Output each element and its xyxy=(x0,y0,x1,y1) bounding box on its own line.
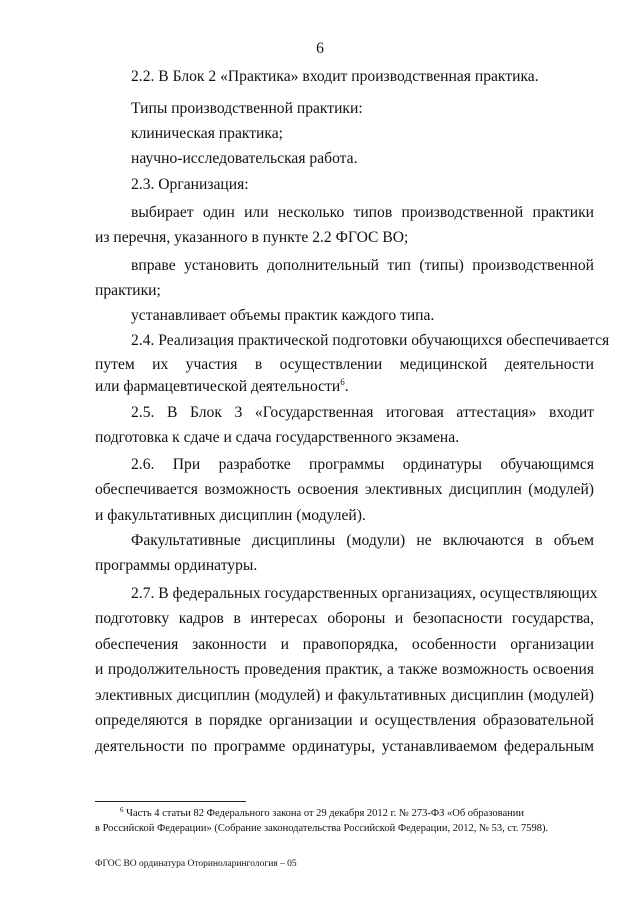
text-line: определяются в порядке организации и осуществления образовательной xyxy=(95,712,594,729)
footnote-separator xyxy=(95,801,246,802)
document-footer: ФГОС ВО ординатура Оториноларингология – 05 xyxy=(95,859,297,869)
text-line: практики; xyxy=(95,282,161,299)
text-line: и факультативных дисциплин (модулей). xyxy=(95,507,366,524)
footnote-mark: 6 xyxy=(120,806,124,814)
text-line: Факультативные дисциплины (модули) не включаются в объем xyxy=(131,532,594,549)
text-line: 2.5. В Блок 3 «Государственная итоговая аттестация» входит xyxy=(131,404,594,421)
text-line: 2.3. Организация: xyxy=(131,176,249,193)
text-line: обеспечения законности и правопорядка, особенности организации xyxy=(95,636,594,653)
footnote-text: в Российской Федерации» (Собрание законодательства Российской Федерации, 2012, № 53, ст. 7598). xyxy=(95,823,549,834)
text-line: научно-исследовательская работа. xyxy=(131,150,358,167)
footnote-reference: 6 xyxy=(340,377,345,387)
page-number: 6 xyxy=(316,40,324,57)
text-line: устанавливает объемы практик каждого типа. xyxy=(131,307,435,324)
text-line: обеспечивается возможность освоения элективных дисциплин (модулей) xyxy=(95,481,594,498)
text-line: подготовку кадров в интересах обороны и безопасности государства, xyxy=(95,610,594,627)
text-line: из перечня, указанного в пункте 2.2 ФГОС ВО; xyxy=(95,229,409,246)
footnote-line xyxy=(120,807,524,821)
text-line: подготовка к сдаче и сдача государственного экзамена. xyxy=(95,429,460,446)
text-line: программы ординатуры. xyxy=(95,557,258,574)
text-line: элективных дисциплин (модулей) и факультативных дисциплин (модулей) xyxy=(95,687,594,704)
text-line: 2.2. В Блок 2 «Практика» входит производственная практика. xyxy=(131,68,539,85)
text-line: выбирает один или несколько типов производственной практики xyxy=(131,204,594,221)
footnote-text: Часть 4 статьи 82 Федерального закона от 29 декабря 2012 г. № 273-ФЗ «Об образовании xyxy=(126,808,524,819)
text-line: 2.4. Реализация практической подготовки обучающихся обеспечивается xyxy=(131,332,610,349)
text-line: Типы производственной практики: xyxy=(131,100,363,117)
text-line-with-footnote xyxy=(95,377,349,397)
text-line: и продолжительность проведения практик, а также возможность освоения xyxy=(95,661,594,678)
text-line: деятельности по программе ординатуры, устанавливаемом федеральным xyxy=(95,738,594,755)
text-line: путем их участия в осуществлении медицинской деятельности xyxy=(95,356,594,373)
text-line: вправе установить дополнительный тип (типы) производственной xyxy=(131,257,594,274)
text-line: 2.7. В федеральных государственных организациях, осуществляющих xyxy=(131,585,598,602)
text-line: или фармацевтической деятельности xyxy=(95,378,341,395)
text-line: 2.6. При разработке программы ординатуры обучающимся xyxy=(131,456,594,473)
punctuation: . xyxy=(344,378,349,395)
text-line: клиническая практика; xyxy=(131,125,283,142)
